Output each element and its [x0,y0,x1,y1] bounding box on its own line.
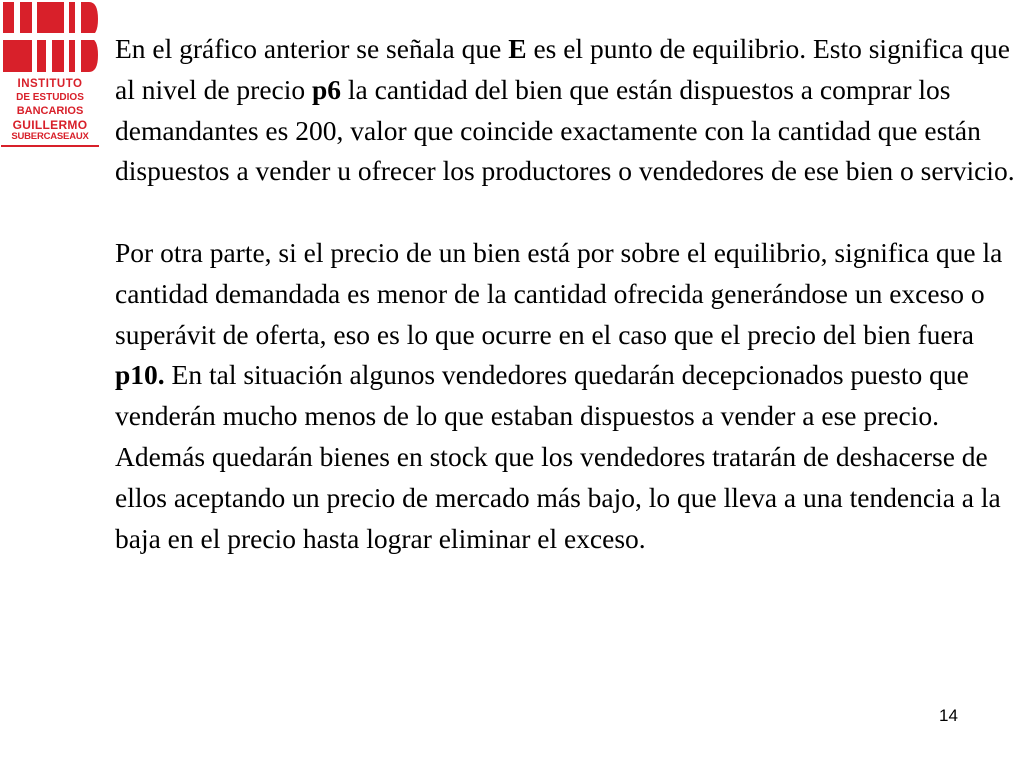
page-number: 14 [939,706,958,725]
price-p10-label: p10. [115,359,165,391]
slide-body [115,29,1015,559]
paragraph-equilibrium [115,29,1015,192]
institute-logo [0,0,100,150]
logo-text-line-4: GUILLERMO [12,118,88,132]
paragraph-surplus [115,233,1015,559]
logo-text-line-5: SUBERCASEAUX [11,131,89,142]
price-p6-label: p6 [312,73,342,105]
p1-text-2: es el punto de equilibrio. Esto significa que al nivel de precio [115,33,1011,105]
logo-text-line-3: BANCARIOS [16,105,84,117]
p1-text-1: En el gráfico anterior se señala que [115,33,509,64]
p2-text-1: Por otra parte, si el precio de un bien está por sobre el equilibrio, significa que la cantidad demandada es menor de la cantidad ofrecida generándose un exceso o superávit de oferta, eso es lo que ocurre en el caso que el precio del bien fuera [115,236,1003,350]
logo-text-line-2: DE ESTUDIOS [16,92,84,103]
p1-text-3: la cantidad del bien que están dispuestos a comprar los demandantes es 200, valor que coincide exactamente con la cantidad que están dispuestos a vender u ofrecer los productores o vendedores de ese bien o servicio. [115,73,1015,187]
p2-text-2: En tal situación algunos vendedores quedarán decepcionados puesto que venderán mucho menos de lo que estaban dispuestos a vender a ese precio. Además quedarán bienes en stock que los vendedores tratarán de deshacerse de ellos aceptando un precio de mercado más bajo, lo que lleva a una tendencia a la baja en el precio hasta lograr eliminar el exceso. [115,359,1001,554]
logo-mark-icon [3,2,98,72]
logo-text-line-1: INSTITUTO [17,78,83,90]
logo-underline [1,145,99,147]
equilibrium-point-label: E [508,33,527,64]
